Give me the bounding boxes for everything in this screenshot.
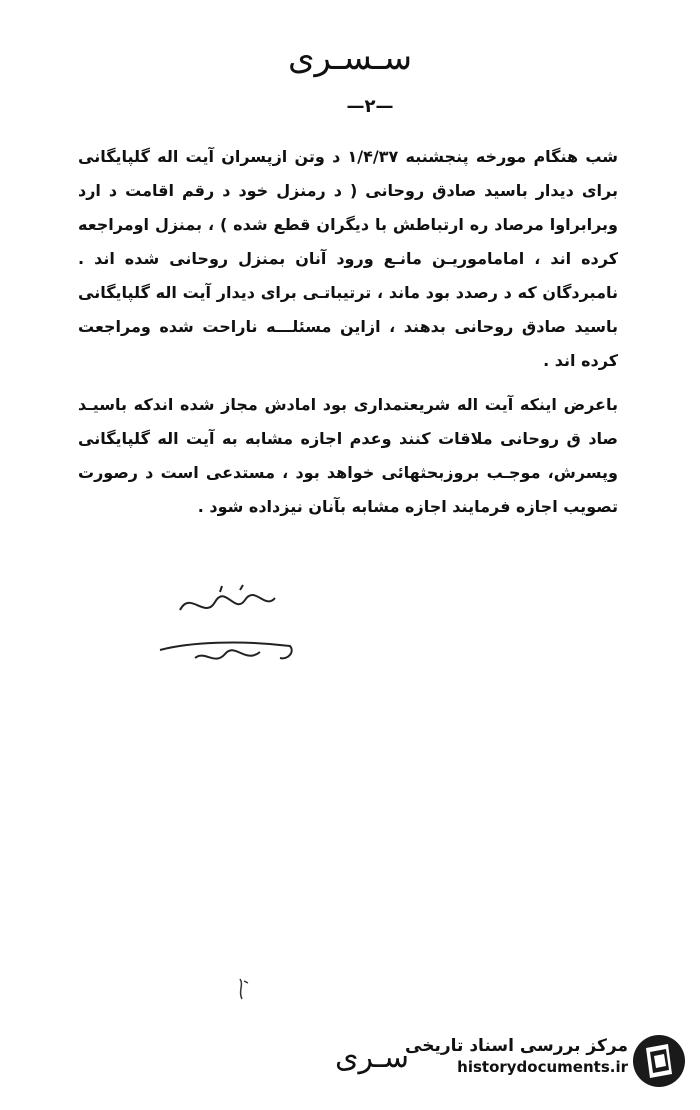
body-paragraph-1: شب هنگام مورخه پنجشنبه ۱/۴/۳۷ د وتن ازپسران آیت اله گلپایگانی برای دیدار باسید صادق روحانی ( د رمنزل خود د رقم اقامت د ارد وبرابراوا مرصاد ره ارتباطش با دیگران قطع شده ) ، بمنزل اومراجعه کرده اند ، اماماموریـن مانـع ورود آنان بمنزل روحانی شده اند . نامبردگان که د رصدد بود ماند ، ترتیباتـی برای دیدار آیت اله گلپایگانی باسید صادق روحانی بدهند ، ازاین مسئلـــه ناراحت شده ومراجعت کرده اند . [78, 147, 619, 370]
classification-stamp-top: سـسـری [287, 38, 413, 78]
stray-ink-mark [232, 975, 252, 1005]
classification-stamp-bottom: سـری [335, 1040, 409, 1075]
document-body [78, 140, 618, 534]
archive-logo-icon [630, 1030, 688, 1092]
archive-watermark [405, 1028, 690, 1100]
watermark-website: historydocuments.ir [457, 1058, 628, 1076]
body-paragraph-2: باعرض اینکه آیت اله شریعتمداری بود امادش مجاز شده اندکه باسیـد صاد ق روحانی ملاقات کنند وعدم اجازه مشابه به آیت اله گلپایگانی وپسرش، موجـب بروزبحثهائی خواهد بود ، مستدعی است د رصورت تصویب اجازه فرمایند اجازه مشابه بآنان نیزداده شود . [78, 395, 618, 516]
page-number: —۲— [346, 96, 394, 117]
signature-scribble [150, 580, 300, 680]
handwritten-signature [150, 580, 300, 680]
watermark-center-name: مرکز بررسی اسناد تاریخی [405, 1036, 628, 1056]
